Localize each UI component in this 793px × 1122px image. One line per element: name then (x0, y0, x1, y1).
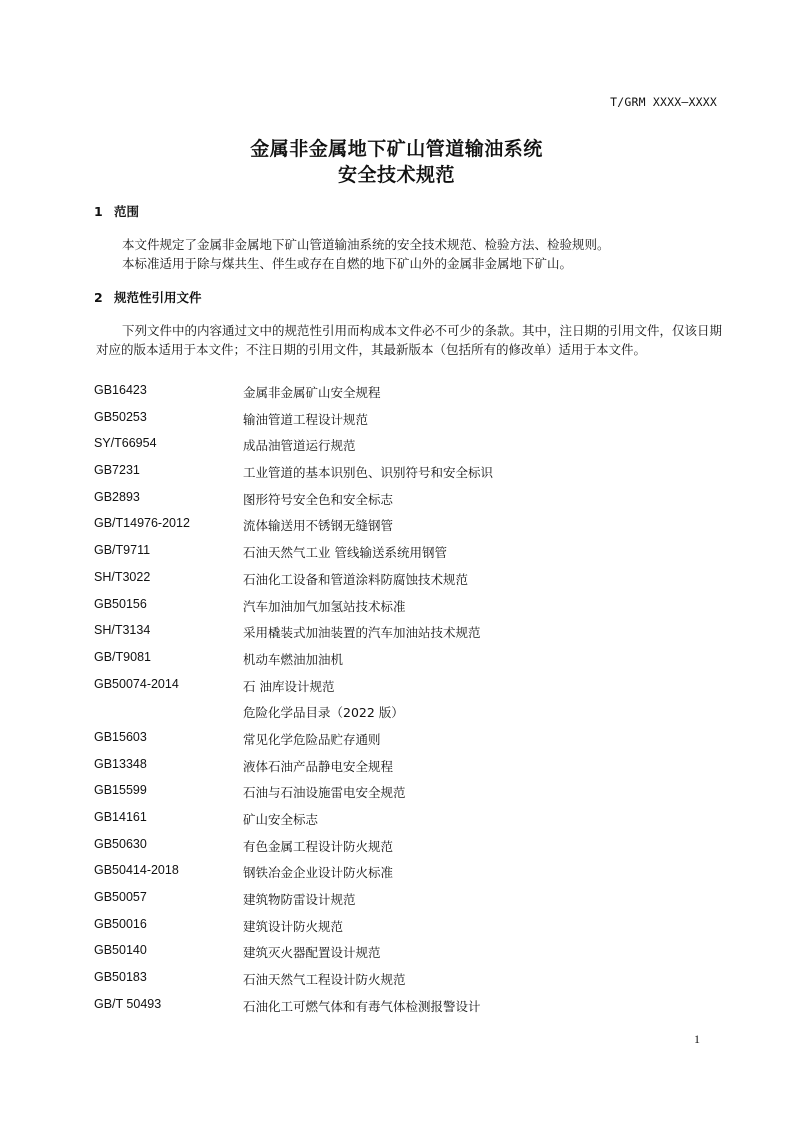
reference-code: GB2893 (94, 489, 140, 504)
document-title-line-1: 金属非金属地下矿山管道输油系统 (250, 138, 543, 160)
reference-title: 工业管道的基本识别色、识别符号和安全标识 (243, 465, 494, 481)
reference-title: 有色金属工程设计防火规范 (243, 838, 394, 854)
reference-code: GB50156 (94, 596, 147, 611)
reference-item (94, 837, 734, 864)
reference-title: 图形符号安全色和安全标志 (243, 491, 394, 507)
reference-item (94, 810, 734, 837)
reference-title: 石油化工可燃气体和有毒气体检测报警设计 (243, 998, 481, 1014)
scope-paragraph-2: 本标准适用于除与煤共生、伴生或存在自燃的地下矿山外的金属非金属地下矿山。 (122, 256, 573, 271)
reference-code: GB/T 50493 (94, 996, 162, 1011)
reference-item (94, 757, 734, 784)
reference-item (94, 623, 734, 650)
reference-code: GB50414-2018 (94, 863, 179, 878)
reference-code: GB15599 (94, 783, 147, 798)
reference-title: 石油化工设备和管道涂料防腐蚀技术规范 (243, 571, 469, 587)
reference-item (94, 436, 734, 463)
reference-title: 危险化学品目录（2022 版） (243, 705, 404, 721)
reference-item (94, 463, 734, 490)
reference-code: GB50630 (94, 836, 147, 851)
section-heading-text: 规范性引用文件 (114, 290, 202, 305)
reference-item (94, 383, 734, 410)
reference-title: 流体输送用不锈钢无缝钢管 (243, 518, 394, 534)
reference-item (94, 677, 734, 704)
reference-code: GB15603 (94, 729, 147, 744)
normative-intro-paragraph: 下列文件中的内容通过文中的规范性引用而构成本文件必不可少的条款。其中，注日期的引用文件，仅该日期对应的版本适用于本文件；不注日期的引用文件，其最新版本（包括所有的修改单）适用于本文件。 (96, 323, 723, 357)
reference-item (94, 570, 734, 597)
section-number: 2 (94, 290, 103, 305)
reference-code: GB50016 (94, 916, 147, 931)
reference-title: 液体石油产品静电安全规程 (243, 758, 394, 774)
reference-title: 输油管道工程设计规范 (243, 411, 369, 427)
reference-item (94, 997, 734, 1024)
reference-code: GB7231 (94, 463, 140, 478)
reference-title: 汽车加油加气加氢站技术标准 (243, 598, 406, 614)
reference-title: 建筑灭火器配置设计规范 (243, 945, 381, 961)
reference-item (94, 917, 734, 944)
reference-item (94, 410, 734, 437)
reference-title: 石油与石油设施雷电安全规范 (243, 785, 406, 801)
reference-title: 钢铁冶金企业设计防火标准 (243, 865, 394, 881)
section-heading-scope (94, 202, 139, 220)
reference-code: GB16423 (94, 383, 147, 397)
reference-item (94, 890, 734, 917)
scope-paragraph-1: 本文件规定了金属非金属地下矿山管道输油系统的安全技术规范、检验方法、检验规则。 (122, 237, 610, 252)
reference-code: GB50057 (94, 890, 147, 905)
reference-code: GB50253 (94, 409, 147, 424)
reference-title: 建筑物防雷设计规范 (243, 892, 356, 908)
reference-title: 石油天然气工程设计防火规范 (243, 972, 406, 988)
reference-item (94, 543, 734, 570)
reference-title: 石 油库设计规范 (243, 678, 335, 694)
section-number: 1 (94, 204, 103, 219)
reference-code: GB14161 (94, 810, 147, 824)
reference-title: 石油天然气工业 管线输送系统用钢管 (243, 545, 447, 561)
reference-code: SY/T66954 (94, 436, 157, 451)
document-title-line-2: 安全技术规范 (337, 164, 455, 186)
document-code: T/GRM XXXX—XXXX (610, 95, 717, 109)
reference-title: 采用橇装式加油装置的汽车加油站技术规范 (243, 625, 481, 641)
reference-item (94, 783, 734, 810)
reference-code: GB50074-2014 (94, 676, 179, 691)
reference-code: GB50140 (94, 943, 147, 958)
reference-code: GB50183 (94, 970, 147, 985)
reference-item (94, 516, 734, 543)
reference-item (94, 943, 734, 970)
reference-code: GB/T9081 (94, 649, 151, 664)
reference-item (94, 490, 734, 517)
reference-code: GB/T14976-2012 (94, 516, 190, 531)
reference-title: 成品油管道运行规范 (243, 438, 356, 454)
section-heading-text: 范围 (114, 204, 140, 219)
reference-code: GB/T9711 (94, 543, 151, 558)
reference-item (94, 597, 734, 624)
reference-list (94, 383, 734, 1024)
reference-item (94, 650, 734, 677)
reference-title: 金属非金属矿山安全规程 (243, 385, 381, 400)
reference-item (94, 703, 734, 730)
reference-item (94, 970, 734, 997)
reference-title: 建筑设计防火规范 (243, 918, 344, 934)
reference-title: 机动车燃油加油机 (243, 651, 344, 667)
page-number: 1 (694, 1032, 700, 1046)
reference-item (94, 863, 734, 890)
section-heading-normative-references (94, 288, 202, 306)
reference-title: 常见化学危险品贮存通则 (243, 731, 381, 747)
reference-code: GB13348 (94, 756, 147, 771)
reference-code: SH/T3022 (94, 569, 151, 584)
reference-title: 矿山安全标志 (243, 812, 319, 827)
reference-code: SH/T3134 (94, 623, 151, 638)
reference-item (94, 730, 734, 757)
